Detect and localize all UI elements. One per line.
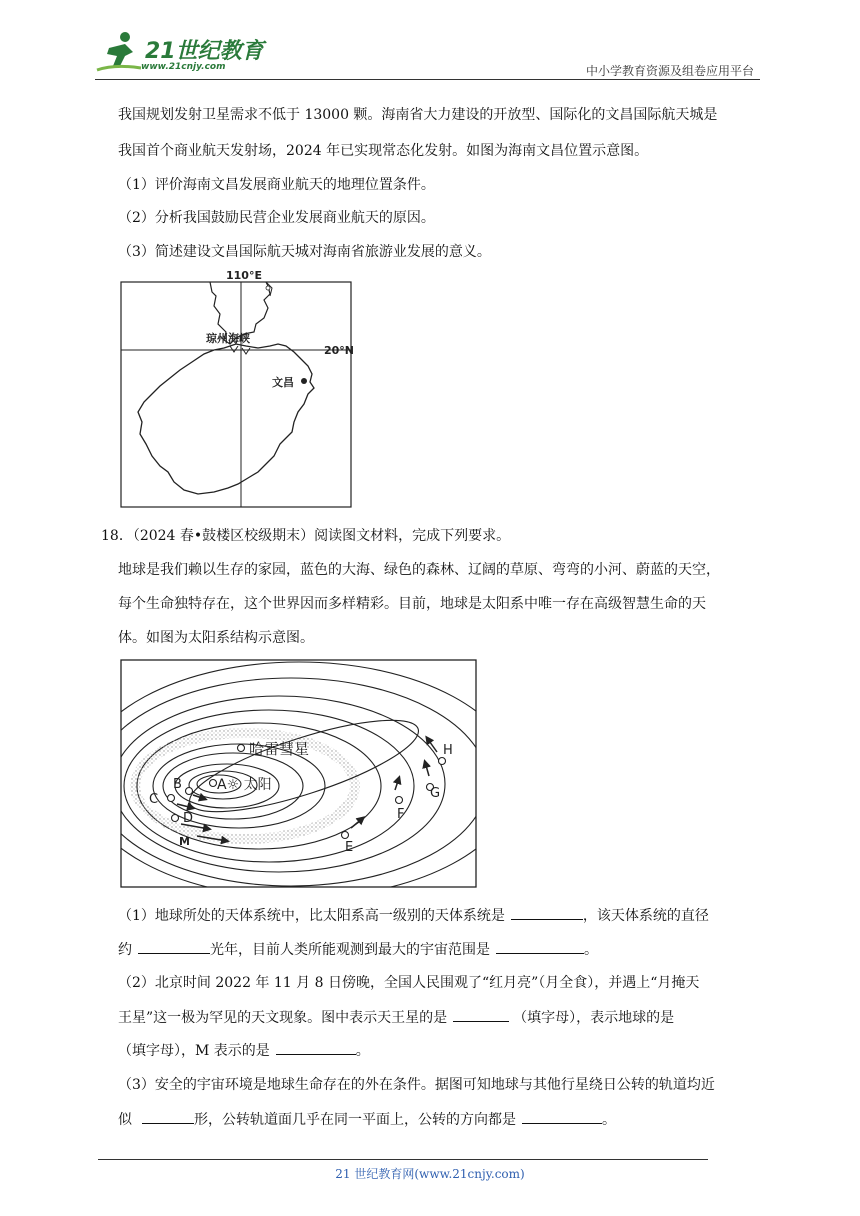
planet-b: [186, 788, 193, 795]
q18-sub-question-3-line-1: （3）安全的宇宙环境是地球生命存在的外在条件。据图可知地球与其他行星绕日公转的轨道均近: [118, 1077, 715, 1093]
answer-blank-7[interactable]: [522, 1109, 602, 1124]
runner-logo-icon: [95, 28, 145, 78]
planet-c: [168, 795, 175, 802]
answer-blank-4[interactable]: [453, 1007, 509, 1022]
answer-blank-1[interactable]: [511, 905, 583, 920]
label-b: B: [173, 777, 182, 792]
q17-intro-line-1: 我国规划发射卫星需求不低于 13000 颗。海南省大力建设的开放型、国际化的文昌国际航天城是: [118, 107, 718, 123]
answer-blank-3[interactable]: [496, 939, 584, 954]
planet-a-sun: [210, 780, 217, 787]
planet-e: [342, 832, 349, 839]
planet-h: [439, 758, 446, 765]
q18-sub-question-1-line-2: 约 光年，目前人类所能观测到最大的宇宙范围是 。: [118, 939, 598, 960]
latitude-label: 20°N: [323, 344, 354, 357]
q18-sub-question-2-line-1: （2）北京时间 2022 年 11 月 8 日傍晚，全国人民围观了“红月亮”（月全食），并遇上“月掩天: [118, 975, 700, 991]
q17-sub-question-3: （3）简述建设文昌国际航天城对海南省旅游业发展的意义。: [118, 244, 491, 260]
hainan-location-map: [118, 266, 354, 510]
q18-sub-question-1-line-1: （1）地球所处的天体系统中，比太阳系高一级别的天体系统是 ，该天体系统的直径: [118, 905, 709, 926]
strait-label: 琼州海峡: [206, 332, 250, 345]
label-h: H: [443, 743, 453, 758]
halley-comet: [238, 745, 245, 752]
label-c: C: [149, 792, 159, 807]
city-label: 文昌: [272, 376, 294, 389]
q17-sub-question-1: （1）评价海南文昌发展商业航天的地理位置条件。: [118, 177, 435, 193]
planet-f: [396, 797, 403, 804]
comet-label: 哈雷彗星: [249, 740, 310, 758]
platform-name: 中小学教育资源及组卷应用平台: [585, 64, 754, 78]
footer-divider: [98, 1159, 708, 1160]
logo: [95, 28, 265, 78]
q18-sub-question-3-line-2: 似 形，公转轨道面几乎在同一平面上，公转的方向都是 。: [118, 1109, 616, 1130]
q18-paragraph-line-2: 每个生命独特存在，这个世界因而多样精彩。目前，地球是太阳系中唯一存在高级智慧生命的天: [118, 596, 706, 612]
q18-sub-question-2-line-3: （填字母），M 表示的是 。: [118, 1040, 370, 1061]
answer-blank-5[interactable]: [276, 1040, 356, 1055]
answer-blank-6[interactable]: [142, 1109, 194, 1124]
label-d: D: [183, 811, 194, 826]
wenchang-point: [301, 378, 307, 384]
footer-site: 21 世纪教育网(www.21cnjy.com): [335, 1167, 525, 1181]
label-f: F: [397, 807, 405, 822]
longitude-label: 110°E: [226, 269, 262, 282]
q18-title: 18．（2024 春•鼓楼区校级期末）阅读图文材料，完成下列要求。: [101, 528, 511, 544]
q17-intro-line-2: 我国首个商业航天发射场，2024 年已实现常态化发射。如图为海南文昌位置示意图。: [118, 143, 649, 159]
answer-blank-2[interactable]: [138, 939, 210, 954]
q17-sub-question-2: （2）分析我国鼓励民营企业发展商业航天的原因。: [118, 210, 435, 226]
q18-paragraph-line-3: 体。如图为太阳系结构示意图。: [118, 630, 314, 646]
solar-system-diagram: [119, 658, 479, 890]
header-divider: [95, 79, 760, 80]
label-g: G: [430, 786, 441, 801]
logo-text: 21世纪教育: [145, 39, 264, 64]
planet-d: [172, 815, 179, 822]
sun-label: A☼ 太阳: [217, 777, 272, 793]
page-header: [95, 28, 760, 82]
q18-paragraph-line-1: 地球是我们赖以生存的家园，蓝色的大海、绿色的森林、辽阔的草原、弯弯的小河、蔚蓝的天空，: [118, 562, 720, 578]
logo-url: www.21cnjy.com: [141, 62, 226, 72]
q18-sub-question-2-line-2: 王星”这一极为罕见的天文现象。图中表示天王星的是 （填字母），表示地球的是: [118, 1007, 674, 1028]
label-m: M: [179, 835, 190, 848]
label-e: E: [345, 840, 354, 855]
